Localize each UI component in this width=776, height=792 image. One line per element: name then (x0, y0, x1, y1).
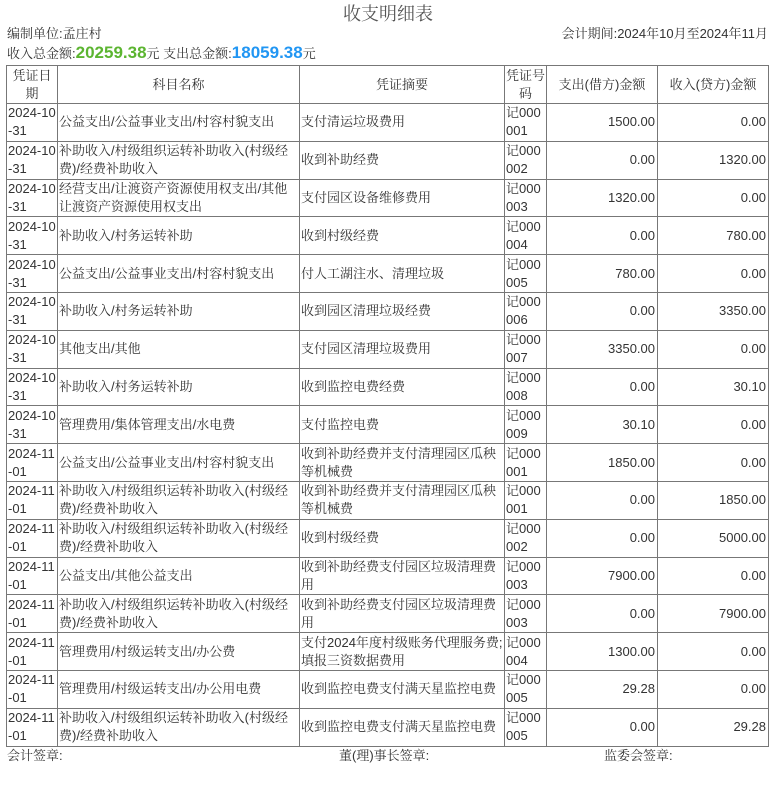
table-header (7, 66, 769, 104)
date-cell: 2024-10-31 (7, 217, 58, 255)
voucher-no-cell: 记000004 (505, 633, 547, 671)
voucher-no-cell: 记000004 (505, 217, 547, 255)
credit-cell: 0.00 (658, 330, 769, 368)
voucher-no-cell: 记000008 (505, 368, 547, 406)
subject-cell: 补助收入/村务运转补助 (58, 368, 300, 406)
date-cell: 2024-10-31 (7, 330, 58, 368)
subject-cell: 经营支出/让渡资产资源使用权支出/其他让渡资产资源使用权支出 (58, 179, 300, 217)
voucher-no-cell: 记000003 (505, 595, 547, 633)
subject-cell: 公益支出/其他公益支出 (58, 557, 300, 595)
income-unit: 元 (146, 46, 160, 61)
voucher-no-cell: 记000006 (505, 292, 547, 330)
header-voucher-no: 凭证号码 (505, 66, 547, 104)
voucher-no-cell: 记000009 (505, 406, 547, 444)
credit-cell: 1850.00 (658, 481, 769, 519)
summary-cell: 收到村级经费 (300, 519, 505, 557)
debit-cell: 30.10 (547, 406, 658, 444)
signature-footer (7, 747, 767, 765)
debit-cell: 0.00 (547, 481, 658, 519)
table-row (7, 670, 769, 708)
chairman-signature: 董(理)事长签章: (339, 748, 430, 763)
table-row (7, 406, 769, 444)
summary-cell: 收到监控电费支付满天星监控电费 (300, 670, 505, 708)
page-title: 收支明细表 (343, 4, 433, 24)
debit-cell: 0.00 (547, 292, 658, 330)
voucher-no-cell: 记000002 (505, 141, 547, 179)
debit-cell: 0.00 (547, 595, 658, 633)
debit-cell: 1500.00 (547, 104, 658, 142)
debit-cell: 1320.00 (547, 179, 658, 217)
summary-cell: 收到补助经费支付园区垃圾清理费用 (300, 595, 505, 633)
date-cell: 2024-10-31 (7, 104, 58, 142)
subject-cell: 公益支出/公益事业支出/村容村貌支出 (58, 104, 300, 142)
credit-cell: 3350.00 (658, 292, 769, 330)
accounting-period: 会计期间:2024年10月至2024年11月 (561, 26, 768, 41)
expense-label: 支出总金额: (163, 46, 232, 61)
subject-cell: 公益支出/公益事业支出/村容村貌支出 (58, 255, 300, 293)
table-row (7, 557, 769, 595)
debit-cell: 0.00 (547, 368, 658, 406)
table-row (7, 217, 769, 255)
date-cell: 2024-10-31 (7, 368, 58, 406)
table-row (7, 368, 769, 406)
date-cell: 2024-11-01 (7, 481, 58, 519)
subject-cell: 补助收入/村级组织运转补助收入(村级经费)/经费补助收入 (58, 519, 300, 557)
subject-cell: 补助收入/村务运转补助 (58, 217, 300, 255)
summary-cell: 支付园区设备维修费用 (300, 179, 505, 217)
ledger-table (6, 65, 769, 747)
table-row (7, 104, 769, 142)
subject-cell: 管理费用/集体管理支出/水电费 (58, 406, 300, 444)
date-cell: 2024-11-01 (7, 708, 58, 746)
credit-cell: 1320.00 (658, 141, 769, 179)
date-cell: 2024-11-01 (7, 633, 58, 671)
supervisor-signature: 监委会签章: (604, 748, 673, 763)
date-cell: 2024-11-01 (7, 519, 58, 557)
table-row (7, 179, 769, 217)
voucher-no-cell: 记000007 (505, 330, 547, 368)
income-label: 收入总金额: (7, 46, 76, 61)
credit-cell: 7900.00 (658, 595, 769, 633)
debit-cell: 0.00 (547, 708, 658, 746)
credit-cell: 780.00 (658, 217, 769, 255)
voucher-no-cell: 记000001 (505, 481, 547, 519)
debit-cell: 7900.00 (547, 557, 658, 595)
table-row (7, 633, 769, 671)
debit-cell: 780.00 (547, 255, 658, 293)
debit-cell: 0.00 (547, 141, 658, 179)
subject-cell: 补助收入/村务运转补助 (58, 292, 300, 330)
date-cell: 2024-10-31 (7, 255, 58, 293)
subject-cell: 公益支出/公益事业支出/村容村貌支出 (58, 444, 300, 482)
summary-cell: 支付清运垃圾费用 (300, 104, 505, 142)
date-cell: 2024-11-01 (7, 557, 58, 595)
credit-cell: 29.28 (658, 708, 769, 746)
voucher-no-cell: 记000005 (505, 708, 547, 746)
table-row (7, 141, 769, 179)
table-row (7, 444, 769, 482)
summary-cell: 收到补助经费并支付清理园区瓜秧等机械费 (300, 444, 505, 482)
income-total: 20259.38 (75, 43, 147, 62)
voucher-no-cell: 记000001 (505, 444, 547, 482)
table-row (7, 708, 769, 746)
subject-cell: 补助收入/村级组织运转补助收入(村级经费)/经费补助收入 (58, 481, 300, 519)
summary-cell: 支付2024年度村级账务代理服务费;填报三资数据费用 (300, 633, 505, 671)
subject-cell: 补助收入/村级组织运转补助收入(村级经费)/经费补助收入 (58, 141, 300, 179)
table-row (7, 292, 769, 330)
debit-cell: 3350.00 (547, 330, 658, 368)
date-cell: 2024-10-31 (7, 141, 58, 179)
header-credit: 收入(贷方)金额 (658, 66, 769, 104)
subject-cell: 管理费用/村级运转支出/办公费 (58, 633, 300, 671)
voucher-no-cell: 记000005 (505, 670, 547, 708)
date-cell: 2024-10-31 (7, 292, 58, 330)
header-summary: 凭证摘要 (300, 66, 505, 104)
debit-cell: 0.00 (547, 217, 658, 255)
expense-total: 18059.38 (231, 43, 303, 62)
table-row (7, 255, 769, 293)
voucher-no-cell: 记000005 (505, 255, 547, 293)
totals (7, 43, 316, 64)
credit-cell: 0.00 (658, 406, 769, 444)
subject-cell: 其他支出/其他 (58, 330, 300, 368)
table-row (7, 595, 769, 633)
credit-cell: 5000.00 (658, 519, 769, 557)
debit-cell: 29.28 (547, 670, 658, 708)
summary-cell: 收到监控电费经费 (300, 368, 505, 406)
summary-cell: 收到补助经费并支付清理园区瓜秧等机械费 (300, 481, 505, 519)
summary-cell: 收到村级经费 (300, 217, 505, 255)
credit-cell: 0.00 (658, 633, 769, 671)
credit-cell: 30.10 (658, 368, 769, 406)
summary-cell: 支付监控电费 (300, 406, 505, 444)
header-debit: 支出(借方)金额 (547, 66, 658, 104)
voucher-no-cell: 记000001 (505, 104, 547, 142)
table-row (7, 519, 769, 557)
subject-cell: 补助收入/村级组织运转补助收入(村级经费)/经费补助收入 (58, 595, 300, 633)
summary-cell: 收到补助经费 (300, 141, 505, 179)
table-row (7, 481, 769, 519)
expense-unit: 元 (302, 46, 316, 61)
report-info (7, 25, 768, 43)
accountant-signature: 会计签章: (7, 748, 63, 763)
summary-cell: 付人工湖注水、清理垃圾 (300, 255, 505, 293)
summary-cell: 收到监控电费支付满天星监控电费 (300, 708, 505, 746)
date-cell: 2024-11-01 (7, 444, 58, 482)
date-cell: 2024-11-01 (7, 670, 58, 708)
subject-cell: 补助收入/村级组织运转补助收入(村级经费)/经费补助收入 (58, 708, 300, 746)
debit-cell: 0.00 (547, 519, 658, 557)
debit-cell: 1300.00 (547, 633, 658, 671)
debit-cell: 1850.00 (547, 444, 658, 482)
credit-cell: 0.00 (658, 255, 769, 293)
voucher-no-cell: 记000003 (505, 179, 547, 217)
summary-cell: 收到园区清理垃圾经费 (300, 292, 505, 330)
date-cell: 2024-11-01 (7, 595, 58, 633)
credit-cell: 0.00 (658, 104, 769, 142)
table-row (7, 330, 769, 368)
summary-cell: 支付园区清理垃圾费用 (300, 330, 505, 368)
header-subject: 科目名称 (58, 66, 300, 104)
header-date: 凭证日期 (7, 66, 58, 104)
voucher-no-cell: 记000002 (505, 519, 547, 557)
subject-cell: 管理费用/村级运转支出/办公用电费 (58, 670, 300, 708)
credit-cell: 0.00 (658, 179, 769, 217)
credit-cell: 0.00 (658, 557, 769, 595)
date-cell: 2024-10-31 (7, 179, 58, 217)
summary-cell: 收到补助经费支付园区垃圾清理费用 (300, 557, 505, 595)
credit-cell: 0.00 (658, 670, 769, 708)
voucher-no-cell: 记000003 (505, 557, 547, 595)
date-cell: 2024-10-31 (7, 406, 58, 444)
credit-cell: 0.00 (658, 444, 769, 482)
prepared-by: 编制单位:孟庄村 (7, 26, 102, 41)
